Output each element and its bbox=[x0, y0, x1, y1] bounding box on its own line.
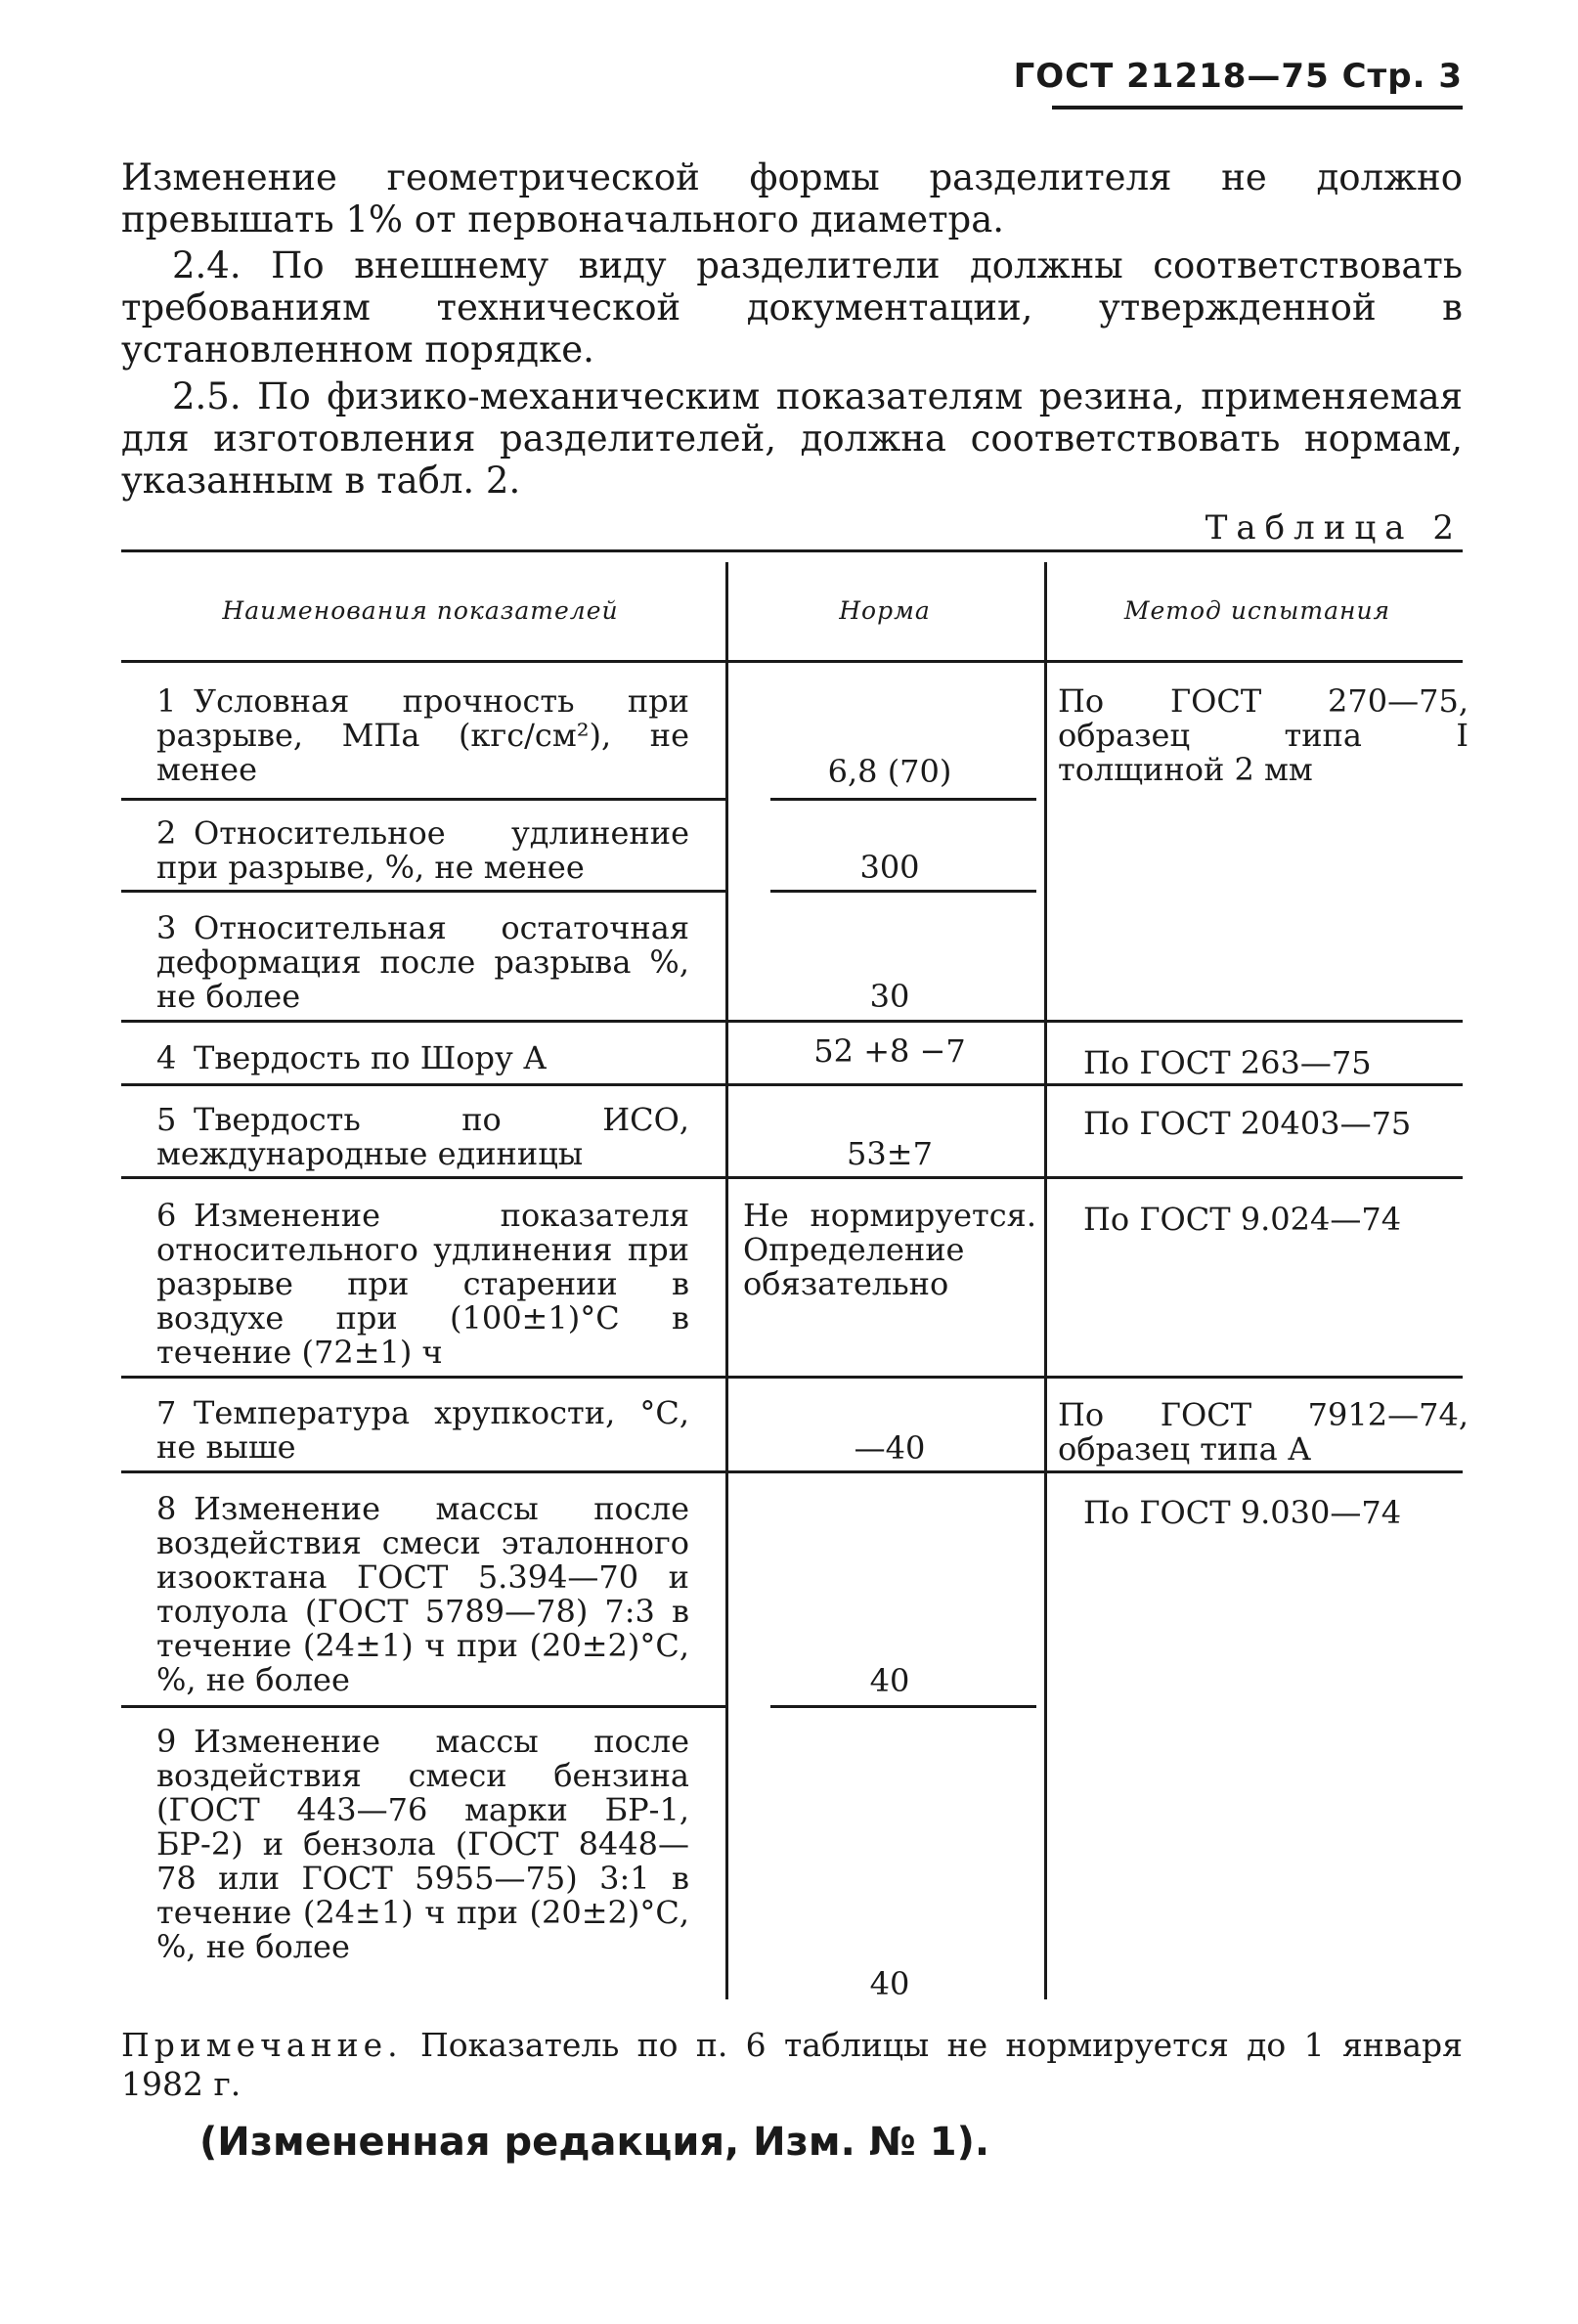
row-rule bbox=[121, 1083, 1463, 1086]
row-5-number: 5 bbox=[156, 1101, 177, 1138]
header-norm: Норма bbox=[839, 596, 931, 625]
row-rule bbox=[770, 798, 1036, 801]
table-row-8-norm: 40 bbox=[869, 1662, 910, 1699]
column-divider-2 bbox=[1044, 562, 1047, 1999]
paragraph-1-text: Изменение геометрической формы разделителя не должно превышать 1% от первоначального диаметра. bbox=[121, 156, 1463, 241]
row-rule bbox=[770, 890, 1036, 893]
table-row-8-method: По ГОСТ 9.030—74 bbox=[1083, 1494, 1402, 1531]
row-8-label: Изменение массы после воздействия смеси эталонного изооктана ГОСТ 5.394—70 и толуола (ГОСТ 5789—78) 7:3 в течение (24±1) ч при (20±2)°С, %, не более bbox=[156, 1490, 689, 1698]
table-caption: Таблица 2 bbox=[1205, 508, 1463, 548]
table-row-4-norm: 52 +8 −7 bbox=[813, 1032, 966, 1070]
row-7-number: 7 bbox=[156, 1394, 177, 1431]
row-9-number: 9 bbox=[156, 1723, 177, 1760]
table-header-rule bbox=[121, 660, 1463, 663]
row-1-number: 1 bbox=[156, 682, 177, 720]
paragraph-2-5-text: 2.5. По физико-механическим показателям резина, применяемая для изготовления разделителей, должна соответствовать нормам, указанным в табл. 2. bbox=[121, 375, 1463, 502]
row-rule bbox=[121, 1020, 1463, 1023]
note-label: Примечание. bbox=[121, 2026, 403, 2064]
table-row-2-name bbox=[156, 816, 689, 885]
row-6-number: 6 bbox=[156, 1197, 177, 1234]
row-3-number: 3 bbox=[156, 909, 177, 946]
row-2-label: Относительное удлинение при разрыве, %, не менее bbox=[156, 814, 689, 886]
amendment-note: (Измененная редакция, Изм. № 1). bbox=[199, 2120, 990, 2165]
table-row-8-name bbox=[156, 1492, 689, 1697]
row-2-number: 2 bbox=[156, 814, 177, 852]
table-row-6-name bbox=[156, 1199, 689, 1370]
table-row-4-name bbox=[156, 1041, 689, 1075]
row-rule bbox=[121, 798, 725, 801]
header-name: Наименования показателей bbox=[222, 596, 619, 625]
row-rule bbox=[770, 1705, 1036, 1708]
row-rule bbox=[121, 1705, 725, 1708]
table-row-7-name bbox=[156, 1396, 689, 1465]
row-rule bbox=[121, 890, 725, 893]
table-note bbox=[121, 2026, 1463, 2104]
table-row-7-method: По ГОСТ 7912—74, образец типа А bbox=[1058, 1396, 1468, 1468]
row-5-label: Твердость по ИСО, международные единицы bbox=[156, 1101, 689, 1172]
table-row-1-name bbox=[156, 684, 689, 787]
table-row-3-norm: 30 bbox=[869, 978, 910, 1015]
table-row-9-norm: 40 bbox=[869, 1965, 910, 2002]
table-row-7-norm: —40 bbox=[854, 1429, 926, 1467]
doc-id: ГОСТ 21218—75 bbox=[1013, 57, 1330, 96]
table-row-5-method: По ГОСТ 20403—75 bbox=[1083, 1105, 1412, 1142]
table-row-1-norm: 6,8 (70) bbox=[827, 753, 952, 790]
row-9-label: Изменение массы после воздействия смеси бензина (ГОСТ 443—76 марки БР-1, БР-2) и бензола (ГОСТ 8448—78 или ГОСТ 5955—75) 3:1 в течение (24±1) ч при (20±2)°С, %, не более bbox=[156, 1723, 689, 1965]
row-rule bbox=[121, 1470, 1463, 1473]
table-row-6-norm: Не нормируется. Определение обязательно bbox=[743, 1197, 1036, 1302]
row-rule bbox=[121, 1176, 1463, 1179]
row-4-number: 4 bbox=[156, 1039, 177, 1076]
paragraph-2-5 bbox=[121, 375, 1463, 502]
row-3-label: Относительная остаточная деформация после разрыва %, не более bbox=[156, 909, 689, 1015]
page-label: Стр. 3 bbox=[1341, 57, 1463, 96]
header-rule bbox=[1052, 106, 1463, 110]
table-top-rule bbox=[121, 549, 1463, 552]
table-row-1-method: По ГОСТ 270—75, образец типа I толщиной 2 мм bbox=[1058, 682, 1468, 788]
row-7-label: Температура хрупкости, °С, не выше bbox=[156, 1394, 689, 1466]
row-rule bbox=[121, 1376, 1463, 1379]
note-text: Показатель по п. 6 таблицы не нормируется до 1 января 1982 г. bbox=[121, 2026, 1463, 2103]
row-1-label: Условная прочность при разрыве, МПа (кгс/см²), не менее bbox=[156, 682, 689, 788]
table-row-4-method: По ГОСТ 263—75 bbox=[1083, 1044, 1372, 1081]
table-row-6-method: По ГОСТ 9.024—74 bbox=[1083, 1201, 1402, 1238]
paragraph-1 bbox=[121, 156, 1463, 241]
table-row-5-norm: 53±7 bbox=[847, 1135, 933, 1172]
row-6-label: Изменение показателя относительного удлинения при разрыве при старении в воздухе при (100±1)°С в течение (72±1) ч bbox=[156, 1197, 689, 1371]
table-row-5-name bbox=[156, 1103, 689, 1171]
table-row-2-norm: 300 bbox=[859, 849, 920, 886]
header-method: Метод испытания bbox=[1123, 596, 1391, 625]
table-row-3-name bbox=[156, 911, 689, 1014]
page-header bbox=[1014, 57, 1463, 96]
table-row-9-name bbox=[156, 1725, 689, 1964]
paragraph-2-4-text: 2.4. По внешнему виду разделители должны соответствовать требованиям технической документации, утвержденной в установленном порядке. bbox=[121, 244, 1463, 371]
row-8-number: 8 bbox=[156, 1490, 177, 1527]
row-4-label: Твердость по Шору А bbox=[194, 1039, 548, 1076]
paragraph-2-4 bbox=[121, 244, 1463, 371]
column-divider-1 bbox=[725, 562, 728, 1999]
